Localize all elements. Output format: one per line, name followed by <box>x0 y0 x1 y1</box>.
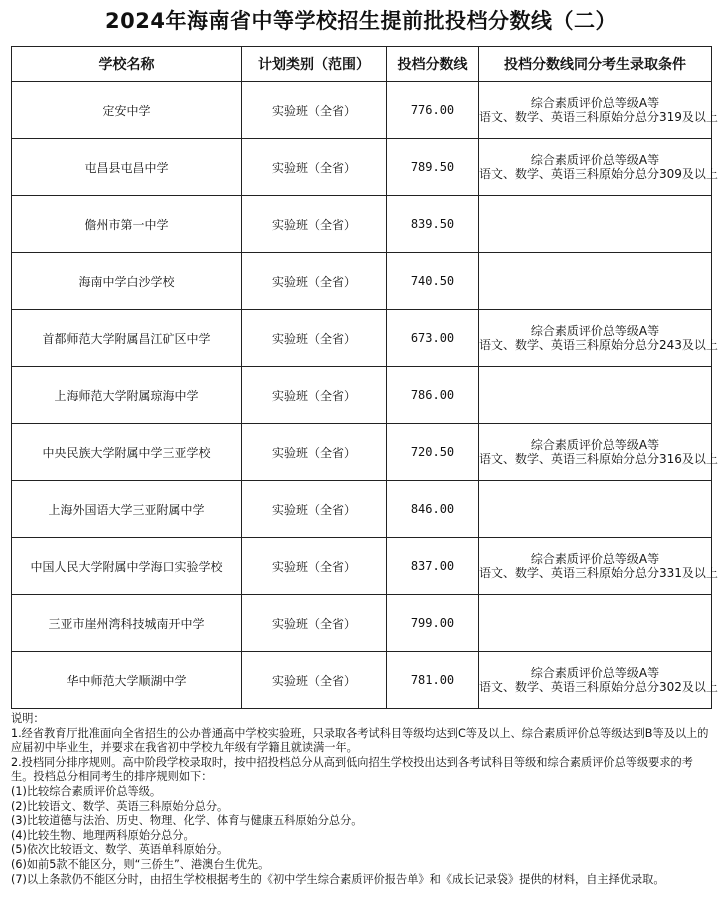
note-item: (1)比较综合素质评价总等级。 <box>11 784 162 798</box>
school-name: 首都师范大学附属昌江矿区中学 <box>12 310 242 367</box>
condition-line-1: 综合素质评价总等级A等 <box>530 666 660 680</box>
note-item: (6)如前5款不能区分，则“三侨生”、港澳台生优先。 <box>11 857 270 871</box>
table-body <box>12 82 718 709</box>
plan-category: 实验班（全省） <box>242 424 387 481</box>
table-row <box>12 424 712 481</box>
plan-category: 实验班（全省） <box>242 595 387 652</box>
score-table <box>11 46 718 709</box>
table-row <box>12 196 712 253</box>
tie-condition <box>479 538 718 595</box>
condition-line-1: 综合素质评价总等级A等 <box>530 324 660 338</box>
table-row <box>12 652 712 709</box>
cutoff-score: 837.00 <box>387 538 479 595</box>
cutoff-score: 789.50 <box>387 139 479 196</box>
note-item: 2.投档同分排序规则。高中阶段学校录取时，按中招投档总分从高到低向招生学校投出达到各考试科目等级和综合素质评价总等级要求的考生。投档总分相同考生的排序规则如下： <box>11 755 693 784</box>
column-header-condition: 投档分数线同分考生录取条件 <box>479 47 712 82</box>
condition-line-2: 语文、数学、英语三科原始分总分302及以上 <box>479 680 718 694</box>
cutoff-score: 839.50 <box>387 196 479 253</box>
tie-condition <box>479 253 712 310</box>
notes-heading: 说明： <box>11 712 45 725</box>
plan-category: 实验班（全省） <box>242 253 387 310</box>
plan-category: 实验班（全省） <box>242 139 387 196</box>
note-item: (3)比较道德与法治、历史、物理、化学、体育与健康五科原始分总分。 <box>11 814 363 828</box>
cutoff-score: 786.00 <box>387 367 479 424</box>
plan-category: 实验班（全省） <box>242 310 387 367</box>
table-row <box>12 82 712 139</box>
school-name: 上海师范大学附属琼海中学 <box>12 367 242 424</box>
school-name: 三亚市崖州湾科技城南开中学 <box>12 595 242 652</box>
condition-line-1: 综合素质评价总等级A等 <box>530 96 660 110</box>
cutoff-score: 846.00 <box>387 481 479 538</box>
condition-line-2: 语文、数学、英语三科原始分总分243及以上 <box>479 338 718 352</box>
table-row <box>12 253 712 310</box>
table-row <box>12 595 712 652</box>
condition-line-2: 语文、数学、英语三科原始分总分319及以上 <box>479 110 718 124</box>
tie-condition <box>479 481 712 538</box>
note-item: (7)以上条款仍不能区分时，由招生学校根据考生的《初中学生综合素质评价报告单》和《成长记录袋》提供的材料，自主择优录取。 <box>11 872 665 886</box>
table-header-row <box>12 47 712 82</box>
tie-condition <box>479 139 718 196</box>
condition-line-2: 语文、数学、英语三科原始分总分331及以上 <box>479 566 718 580</box>
school-name: 海南中学白沙学校 <box>12 253 242 310</box>
tie-condition <box>479 652 718 709</box>
school-name: 华中师范大学顺湖中学 <box>12 652 242 709</box>
page-title: 2024年海南省中等学校招生提前批投档分数线（二） <box>105 9 617 33</box>
tie-condition <box>479 196 712 253</box>
plan-category: 实验班（全省） <box>242 481 387 538</box>
tie-condition <box>479 424 718 481</box>
plan-category: 实验班（全省） <box>242 652 387 709</box>
tie-condition <box>479 595 712 652</box>
school-name: 中央民族大学附属中学三亚学校 <box>12 424 242 481</box>
note-item: (2)比较语文、数学、英语三科原始分总分。 <box>11 799 229 813</box>
condition-line-2: 语文、数学、英语三科原始分总分316及以上 <box>479 452 718 466</box>
cutoff-score: 720.50 <box>387 424 479 481</box>
tie-condition <box>479 367 712 424</box>
plan-category: 实验班（全省） <box>242 538 387 595</box>
condition-line-1: 综合素质评价总等级A等 <box>530 153 660 167</box>
school-name: 上海外国语大学三亚附属中学 <box>12 481 242 538</box>
table-row <box>12 367 712 424</box>
school-name: 定安中学 <box>12 82 242 139</box>
condition-line-1: 综合素质评价总等级A等 <box>530 552 660 566</box>
plan-category: 实验班（全省） <box>242 196 387 253</box>
tie-condition <box>479 82 718 139</box>
condition-line-2: 语文、数学、英语三科原始分总分309及以上 <box>479 167 718 181</box>
note-item: (4)比较生物、地理两科原始分总分。 <box>11 828 195 842</box>
note-item: (5)依次比较语文、数学、英语单科原始分。 <box>11 843 229 857</box>
table-row <box>12 139 712 196</box>
tie-condition <box>479 310 718 367</box>
cutoff-score: 781.00 <box>387 652 479 709</box>
table-row <box>12 538 712 595</box>
column-header-school: 学校名称 <box>12 47 242 82</box>
note-item: 1.经省教育厅批准面向全省招生的公办普通高中学校实验班，只录取各考试科目等级均达到C等及以上、综合素质评价总等级达到B等及以上的应届初中毕业生，并要求在我省初中学校九年级有学籍且就读满一年。 <box>11 726 709 755</box>
plan-category: 实验班（全省） <box>242 82 387 139</box>
cutoff-score: 799.00 <box>387 595 479 652</box>
school-name: 屯昌县屯昌中学 <box>12 139 242 196</box>
table-row <box>12 481 712 538</box>
cutoff-score: 776.00 <box>387 82 479 139</box>
cutoff-score: 740.50 <box>387 253 479 310</box>
column-header-plan: 计划类别（范围） <box>242 47 387 82</box>
table-row <box>12 310 712 367</box>
school-name: 中国人民大学附属中学海口实验学校 <box>12 538 242 595</box>
school-name: 儋州市第一中学 <box>12 196 242 253</box>
notes-section <box>11 712 711 887</box>
plan-category: 实验班（全省） <box>242 367 387 424</box>
condition-line-1: 综合素质评价总等级A等 <box>530 438 660 452</box>
cutoff-score: 673.00 <box>387 310 479 367</box>
column-header-score: 投档分数线 <box>387 47 479 82</box>
